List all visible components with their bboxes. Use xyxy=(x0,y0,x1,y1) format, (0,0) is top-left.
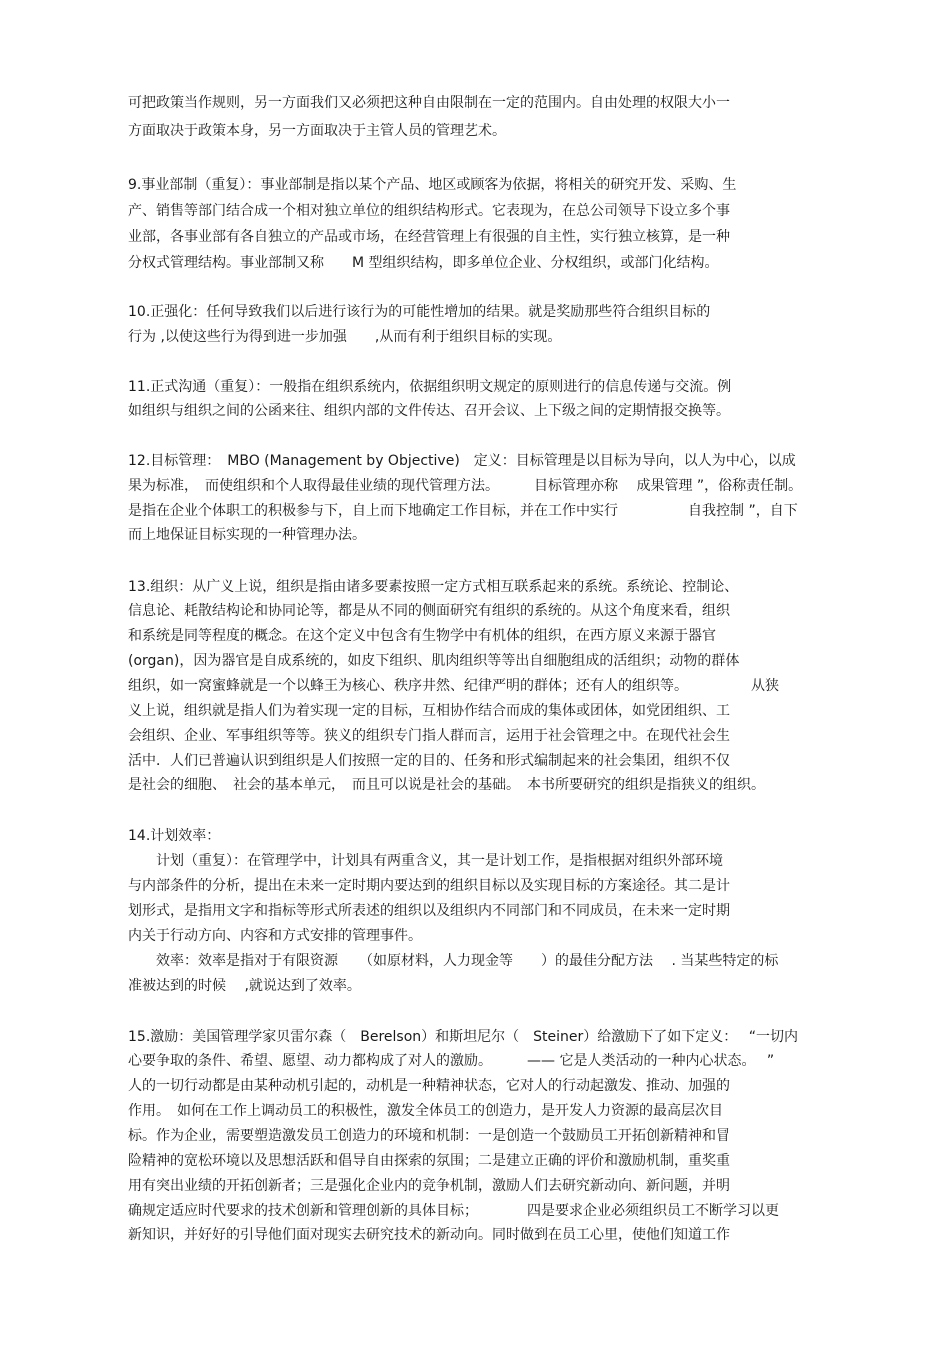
text-line: 业部，各事业部有各自独立的产品或市场，在经营管理上有很强的自主性，实行独立核算，是一种 xyxy=(128,229,730,245)
text-line: 内关于行动方向、内容和方式安排的管理事件。 xyxy=(128,928,422,944)
text-line: 义上说，组织就是指人们为着实现一定的目标，互相协作结合而成的集体或团体，如党团组织、工 xyxy=(128,703,730,719)
text-line: 13.组织：从广义上说，组织是指由诸多要素按照一定方式相互联系起来的系统。系统论、控制论、 xyxy=(128,579,739,595)
text-line: 险精神的宽松环境以及思想活跃和倡导自由探索的氛围；二是建立正确的评价和激励机制，重奖重 xyxy=(128,1153,730,1169)
text-line: 心要争取的条件、希望、愿望、动力都构成了对人的激励。 —— 它是人类活动的一种内心状态。 ” xyxy=(128,1053,775,1069)
text-line: 组织，如一窝蜜蜂就是一个以蜂王为核心、秩序井然、纪律严明的群体；还有人的组织等。 从狭 xyxy=(128,678,779,694)
text-line: 活中．人们已普遍认识到组织是人们按照一定的目的、任务和形式编制起来的社会集团，组织不仅 xyxy=(128,753,730,769)
text-line: 人的一切行动都是由某种动机引起的，动机是一种精神状态，它对人的行动起激发、推动、加强的 xyxy=(128,1078,730,1094)
text-line: 行为 ,以使这些行为得到进一步加强 ,从而有利于组织目标的实现。 xyxy=(128,329,562,345)
text-line: 10.正强化：任何导致我们以后进行该行为的可能性增加的结果。就是奖励那些符合组织目标的 xyxy=(128,304,711,320)
text-line: 标。作为企业，需要塑造激发员工创造力的环境和机制：一是创造一个鼓励员工开拓创新精神和冒 xyxy=(128,1128,730,1144)
text-line: 是社会的细胞、 社会的基本单元， 而且可以说是社会的基础。 本书所要研究的组织是指狭义的组织。 xyxy=(128,777,765,793)
text-line: 方面取决于政策本身，另一方面取决于主管人员的管理艺术。 xyxy=(128,123,506,139)
text-line: 果为标准， 而使组织和个人取得最佳业绩的现代管理方法。 目标管理亦称 成果管理 ”，俗称责任制。 xyxy=(128,478,803,494)
text-line: 会组织、企业、军事组织等等。狭义的组织专门指人群而言，运用于社会管理之中。在现代社会生 xyxy=(128,728,730,744)
text-line: 12.目标管理： MBO (Management by Objective) 定义：目标管理是以目标为导向，以人为中心，以成 xyxy=(128,453,796,469)
text-line: 作用。 如何在工作上调动员工的积极性，激发全体员工的创造力，是开发人力资源的最高层次目 xyxy=(128,1103,723,1119)
text-line: 14.计划效率： xyxy=(128,828,221,844)
text-line: 是指在企业个体职工的积极参与下，自上而下地确定工作目标，并在工作中实行 自我控制 ”，自下 xyxy=(128,503,798,519)
text-line: 11.正式沟通（重复）：一般指在组织系统内，依据组织明文规定的原则进行的信息传递与交流。例 xyxy=(128,379,732,395)
text-line: 可把政策当作规则，另一方面我们又必须把这种自由限制在一定的范围内。自由处理的权限大小一 xyxy=(128,95,730,111)
text-line: 计划（重复）：在管理学中，计划具有两重含义，其一是计划工作，是指根据对组织外部环境 xyxy=(128,853,723,869)
text-line: 产、销售等部门结合成一个相对独立单位的组织结构形式。它表现为，在总公司领导下设立多个事 xyxy=(128,203,730,219)
text-line: 准被达到的时候 ,就说达到了效率。 xyxy=(128,978,361,994)
text-line: 和系统是同等程度的概念。在这个定义中包含有生物学中有机体的组织，在西方原义来源于器官 xyxy=(128,628,716,644)
text-line: 分权式管理结构。事业部制又称 M 型组织结构，即多单位企业、分权组织，或部门化结构。 xyxy=(128,255,719,271)
text-line: 用有突出业绩的开拓创新者；三是强化企业内的竞争机制，激励人们去研究新动向、新问题，并明 xyxy=(128,1178,730,1194)
text-line: 而上地保证目标实现的一种管理办法。 xyxy=(128,527,366,543)
text-line: 确规定适应时代要求的技术创新和管理创新的具体目标； 四是要求企业必须组织员工不断学习以更 xyxy=(128,1203,779,1219)
text-line: 9.事业部制（重复）：事业部制是指以某个产品、地区或顾客为依据，将相关的研究开发、采购、生 xyxy=(128,177,737,193)
text-line: 如组织与组织之间的公函来往、组织内部的文件传达、召开会议、上下级之间的定期情报交换等。 xyxy=(128,403,730,419)
text-line: 效率：效率是指对于有限资源 （如原材料，人力现金等 ）的最佳分配方法 . 当某些特定的标 xyxy=(128,953,779,969)
text-line: 与内部条件的分析，提出在未来一定时期内要达到的组织目标以及实现目标的方案途径。其二是计 xyxy=(128,878,730,894)
text-line: 划形式，是指用文字和指标等形式所表述的组织以及组织内不同部门和不同成员，在未来一定时期 xyxy=(128,903,730,919)
text-line: (organ)，因为器官是自成系统的，如皮下组织、肌肉组织等等出自细胞组成的活组织；动物的群体 xyxy=(128,653,740,669)
text-line: 15.激励：美国管理学家贝雷尔森（ Berelson）和斯坦尼尔（ Steiner）给激励下了如下定义： “一切内 xyxy=(128,1029,798,1045)
text-line: 信息论、耗散结构论和协同论等，都是从不同的侧面研究有组织的系统的。从这个角度来看，组织 xyxy=(128,603,730,619)
text-line: 新知识，并好好的引导他们面对现实去研究技术的新动向。同时做到在员工心里，使他们知道工作 xyxy=(128,1227,730,1243)
